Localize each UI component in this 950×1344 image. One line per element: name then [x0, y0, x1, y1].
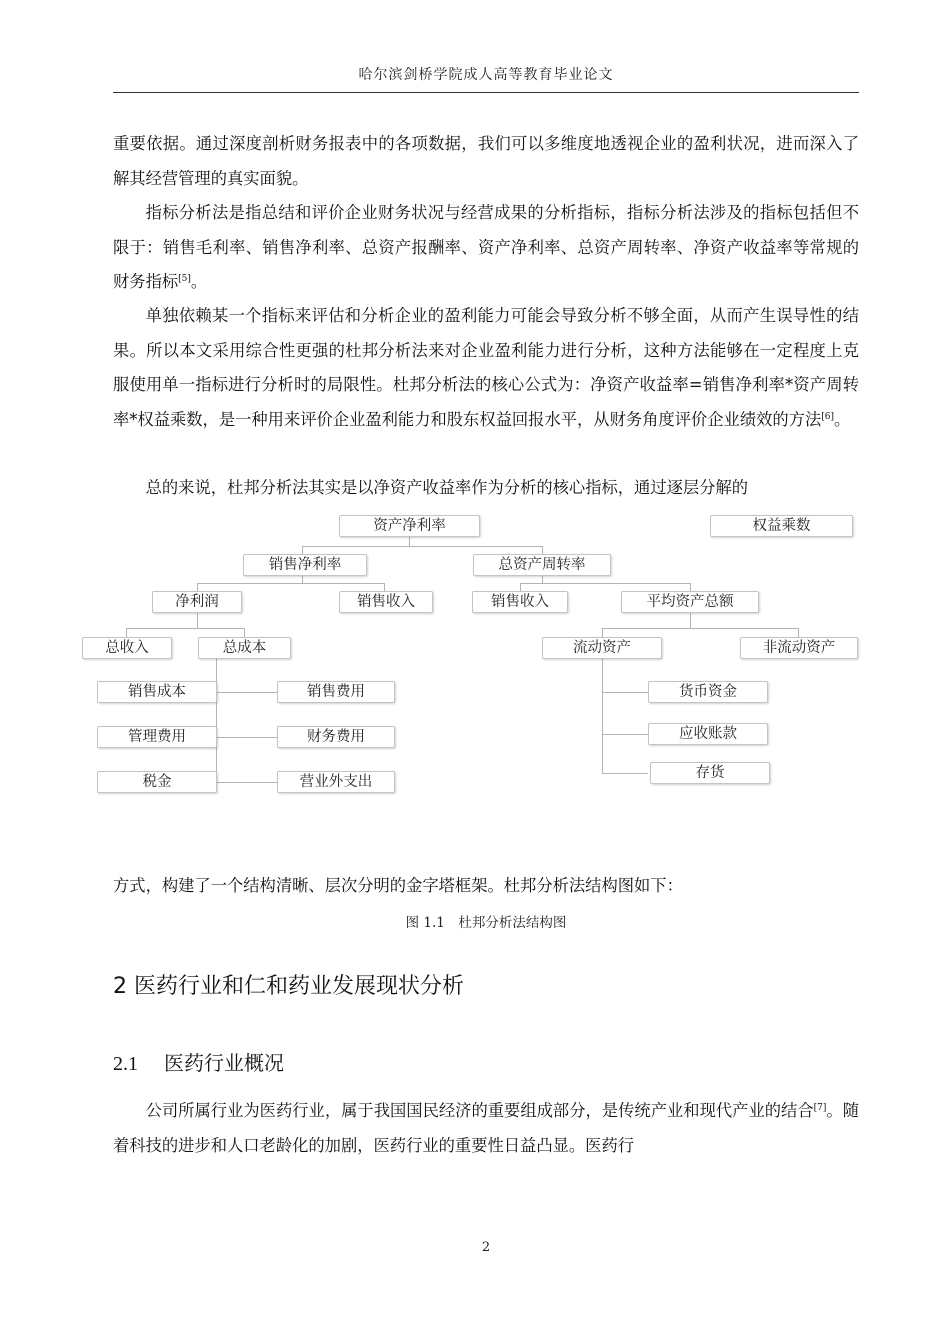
- node-avg-total-assets: 平均资产总额: [621, 591, 759, 613]
- paragraph-3: [113, 299, 859, 437]
- connector: [190, 692, 278, 693]
- node-sales-revenue-1: 销售收入: [339, 591, 433, 613]
- node-tax: 税金: [97, 771, 217, 793]
- paragraph-4: 总的来说，杜邦分析法其实是以净资产收益率作为分析的核心指标，通过逐层分解的: [145, 478, 749, 497]
- connector: [542, 546, 543, 554]
- connector: [602, 773, 648, 774]
- connector: [602, 628, 603, 637]
- paragraph-6-text-a: 公司所属行业为医药行业，属于我国国民经济的重要组成部分，是传统产业和现代产业的结合: [145, 1101, 814, 1120]
- connector: [409, 536, 410, 546]
- page-number: 2: [481, 1240, 491, 1255]
- paragraph-6-text-b: 。随着科技的进步和人口老龄化的加剧，医药行业的重要性日益凸显。医药行: [113, 1101, 859, 1155]
- page-header-title: 哈尔滨剑桥学院成人高等教育毕业论文: [358, 67, 614, 83]
- connector: [190, 737, 278, 738]
- node-sales-revenue-2: 销售收入: [472, 591, 568, 613]
- paragraph-5: 方式，构建了一个结构清晰、层次分明的金字塔框架。杜邦分析法结构图如下：: [113, 876, 683, 895]
- paragraph-2: [113, 196, 859, 300]
- paragraph-6: [113, 1094, 859, 1163]
- node-asset-net-profit: 资产净利率: [339, 515, 480, 537]
- connector: [126, 628, 127, 637]
- paragraph-1: 重要依据。通过深度剖析财务报表中的各项数据，我们可以多维度地透视企业的盈利状况，进而深入了解其经营管理的真实面貌。: [113, 134, 859, 188]
- connector: [602, 659, 603, 773]
- connector: [520, 583, 521, 591]
- connector: [197, 613, 198, 628]
- connector: [542, 575, 543, 583]
- connector: [190, 782, 278, 783]
- section-heading-2-1: [113, 1047, 284, 1076]
- paragraph-3-end: 。: [834, 409, 851, 429]
- connector: [216, 659, 217, 782]
- connector: [197, 583, 385, 584]
- node-cost-of-sales: 销售成本: [97, 681, 217, 703]
- connector: [197, 583, 198, 591]
- connector: [244, 628, 245, 637]
- connector: [302, 575, 303, 583]
- section-heading-2: 2 医药行业和仁和药业发展现状分析: [113, 974, 464, 999]
- node-total-cost: 总成本: [198, 637, 291, 659]
- node-total-revenue: 总收入: [82, 637, 172, 659]
- connector: [798, 628, 799, 637]
- citation-5: [5]: [178, 274, 191, 285]
- section-title: 医药行业概况: [164, 1051, 284, 1075]
- node-admin-expense: 管理费用: [97, 726, 217, 748]
- header-rule: [113, 92, 859, 93]
- connector: [520, 583, 691, 584]
- connector: [302, 546, 543, 547]
- connector: [602, 734, 648, 735]
- citation-7: [7]: [813, 1103, 827, 1113]
- paragraph-2-end: 。: [190, 272, 208, 292]
- node-equity-multiplier: 权益乘数: [710, 515, 853, 537]
- node-net-profit: 净利润: [152, 591, 242, 613]
- node-total-asset-turnover: 总资产周转率: [473, 554, 611, 576]
- node-receivables: 应收账款: [648, 723, 768, 745]
- node-finance-expense: 财务费用: [277, 726, 395, 748]
- node-inventory: 存货: [650, 762, 770, 784]
- citation-6: [6]: [821, 411, 834, 422]
- connector: [690, 613, 691, 628]
- node-selling-expense: 销售费用: [277, 681, 395, 703]
- paragraph-3-text: 单独依赖某一个指标来评估和分析企业的盈利能力可能会导致分析不够全面，从而产生误导性的结果。所以本文采用综合性更强的杜邦分析法来对企业盈利能力进行分析，这种方法能够在一定程度上克服使用单一指标进行分析时的局限性。杜邦分析法的核心公式为：净资产收益率=销售净利率*资产周转率*权益乘数，是一种用来评价企业盈利能力和股东权益回报水平，从财务角度评价企业绩效的方法: [113, 306, 859, 429]
- node-nonop-expense: 营业外支出: [277, 771, 395, 793]
- node-sales-net-margin: 销售净利率: [243, 554, 367, 576]
- connector: [384, 583, 385, 591]
- connector: [602, 692, 648, 693]
- node-noncurrent-assets: 非流动资产: [740, 637, 858, 659]
- connector: [126, 628, 245, 629]
- connector: [302, 546, 303, 554]
- connector: [690, 583, 691, 591]
- paragraph-2-text: 指标分析法是指总结和评价企业财务状况与经营成果的分析指标，指标分析法涉及的指标包括但不限于：销售毛利率、销售净利率、总资产报酬率、资产净利率、总资产周转率、净资产收益率等常规的财务指标: [113, 203, 859, 292]
- node-current-assets: 流动资产: [542, 637, 662, 659]
- connector: [602, 628, 799, 629]
- section-number: 2.1: [113, 1053, 138, 1075]
- node-monetary-funds: 货币资金: [648, 681, 768, 703]
- figure-caption: 图 1.1 杜邦分析法结构图: [405, 915, 567, 931]
